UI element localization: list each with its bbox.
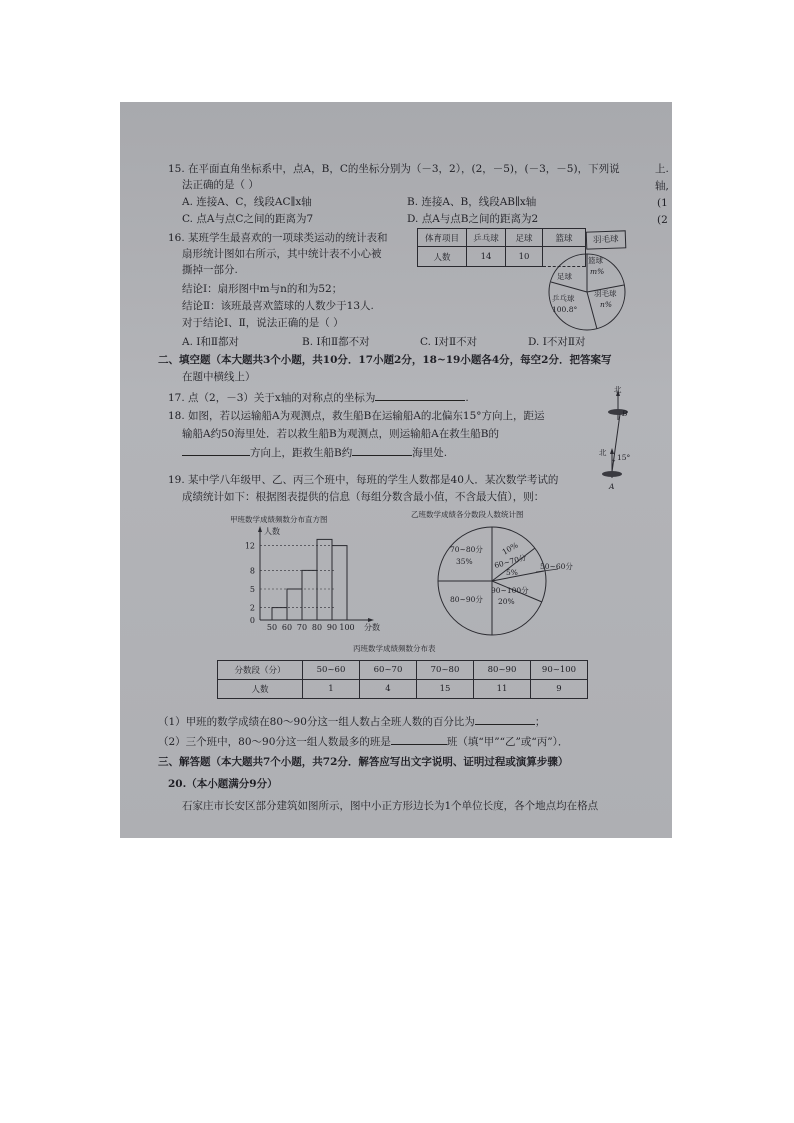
pie-title: 乙班数学成绩各分数段人数统计图 <box>411 510 524 519</box>
q18-line-3 <box>182 445 447 460</box>
q16-stem-3: 撕掉一部分. <box>182 264 238 276</box>
q19-line-2: 成绩统计如下：根据图表提供的信息（每组分数含最小值，不含最大值），则： <box>182 491 545 503</box>
pie-b-60-70: 60~70分 <box>493 552 528 571</box>
histogram-bar <box>317 539 332 620</box>
q15-option-b: B. 连接A、B，线段AB∥x轴 <box>407 196 537 208</box>
pie-badminton-label: 羽毛球 <box>594 289 617 298</box>
ship-a-icon <box>602 471 622 477</box>
y-tick-label: 2 <box>249 603 255 613</box>
q17-answer-blank[interactable] <box>375 390 465 401</box>
q18-direction-blank[interactable] <box>182 445 250 456</box>
y-axis-label: 人数 <box>264 527 280 536</box>
q19-sub-1 <box>158 714 545 729</box>
q18-line-3-tail: 海里处. <box>412 447 448 459</box>
table-c-value-2: 4 <box>360 680 417 699</box>
x-tick-label: 70 <box>296 623 308 632</box>
table-c-value-3: 15 <box>417 680 474 699</box>
pie-b-70-80: 70~80分 <box>450 545 483 554</box>
fig-label-b: B <box>622 409 628 418</box>
fig-north-2: 北 <box>599 448 607 457</box>
histogram-bar <box>272 608 287 620</box>
pie-b-90-100-pct: 20% <box>498 597 515 606</box>
fig-north-1: 北 <box>614 385 622 394</box>
class-c-table <box>217 660 588 699</box>
pie-badminton-pct: n% <box>600 300 612 309</box>
q19-sub-2-text: （2）三个班中，80～90分这一组人数最多的班是 <box>158 736 391 748</box>
histogram-bar <box>302 570 317 620</box>
q17-text <box>168 390 469 405</box>
table-c-row-label: 人数 <box>218 680 303 699</box>
q15-option-c: C. 点A与点C之间的距离为7 <box>182 213 314 225</box>
x-axis-arrow <box>368 618 374 622</box>
histogram-chart <box>220 524 390 636</box>
q18-line-1: 18. 如图，若以运输船A为观测点，救生船B在运输船A的北偏东15°方向上，距运 <box>168 410 545 422</box>
x-tick-label: 60 <box>281 623 293 632</box>
q18-line-2: 输船A约50海里处．若以救生船B为观测点，则运输船A在救生船B的 <box>182 428 499 440</box>
x-tick-label: 90 <box>326 623 338 632</box>
q17-end: . <box>465 392 469 404</box>
q17-stem: 17. 点（2，－3）关于x轴的对称点的坐标为 <box>168 392 376 404</box>
q15-option-d: D. 点A与点B之间的距离为2 <box>407 213 539 225</box>
q19-sub-2 <box>158 734 568 749</box>
q16-option-b: B. Ⅰ和Ⅱ都不对 <box>302 336 370 348</box>
pie-pingpong-label: 乒乓球 <box>552 294 575 303</box>
table-c-header-5: 90~100 <box>531 661 588 680</box>
table-c-header-1: 50~60 <box>303 661 360 680</box>
pie-b-50-60: 50~60分 <box>540 562 573 571</box>
pie-basketball-label: 篮球 <box>588 256 603 265</box>
q19-line-1: 19. 某中学八年级甲、乙、丙三个班中，每班的学生人数都是40人．某次数学考试的 <box>168 474 559 486</box>
pie-b-70-80-pct: 35% <box>456 557 473 566</box>
y-tick-label: 12 <box>244 541 255 551</box>
q20-head: 20.（本小题满分9分） <box>168 778 278 790</box>
exam-photo <box>120 102 672 838</box>
q18-line-3-mid: 方向上，距救生船B约 <box>250 447 353 459</box>
table-c-header-0: 分数段（分） <box>218 661 303 680</box>
sports-header-item: 体育项目 <box>418 229 467 247</box>
histogram-bar <box>287 589 302 620</box>
q19-sub-1-blank[interactable] <box>475 714 535 725</box>
y-tick-label: 0 <box>249 616 255 625</box>
hist-title: 甲班数学成绩频数分布直方图 <box>230 515 328 524</box>
table-c-value-1: 1 <box>303 680 360 699</box>
table-c-header-4: 80~90 <box>474 661 531 680</box>
q16-conclusion-2: 结论Ⅱ：该班最喜欢篮球的人数少于13人. <box>182 300 374 312</box>
y-axis-arrow <box>258 526 262 532</box>
edge-text-3: (1 <box>657 197 668 209</box>
sports-header-football: 足球 <box>506 229 543 247</box>
pie-b-80-90: 80~90分 <box>450 595 483 604</box>
ship-bearing-figure <box>598 384 658 494</box>
q18-distance-blank[interactable] <box>352 445 412 456</box>
q19-sub-2-blank[interactable] <box>391 734 447 745</box>
y-tick-label: 5 <box>249 585 255 594</box>
sports-value-football: 10 <box>506 247 543 267</box>
sports-header-pingpong: 乒乓球 <box>467 229 506 247</box>
q20-line-1: 石家庄市长安区部分建筑如图所示，图中小正方形边长为1个单位长度，各个地点均在格点 <box>182 800 599 812</box>
pie-b-10pct: 10% <box>500 540 520 557</box>
pie-b-60-70-pct: 5% <box>506 568 518 577</box>
pie-b-90-100: 90~100分 <box>491 586 529 595</box>
sports-row-label: 人数 <box>418 247 467 267</box>
histogram-bar <box>332 546 347 620</box>
q16-question: 对于结论Ⅰ、Ⅱ，说法正确的是（ ） <box>182 317 344 329</box>
fig-label-a: A <box>609 482 615 491</box>
edge-text-2: 轴, <box>655 180 669 192</box>
section2-title-2: 在题中横线上） <box>182 371 256 383</box>
q16-stem-2: 扇形统计图如右所示，其中统计表不小心被 <box>182 248 382 260</box>
table-c-header-2: 60~70 <box>360 661 417 680</box>
q15-option-a: A. 连接A、C，线段AC∥x轴 <box>182 196 312 208</box>
x-tick-label: 50 <box>266 623 278 632</box>
q19-sub-1-end: ； <box>534 716 546 728</box>
sports-value-pingpong: 14 <box>467 247 506 267</box>
table-c-value-4: 11 <box>474 680 531 699</box>
q16-option-d: D. Ⅰ不对Ⅱ对 <box>528 336 586 348</box>
x-axis-label: 分数 <box>364 623 380 632</box>
table-c-header-3: 70~80 <box>417 661 474 680</box>
q16-conclusion-1: 结论Ⅰ：扇形图中m与n的和为52； <box>182 283 343 295</box>
table-c-title: 丙班数学成绩频数分布表 <box>353 644 436 653</box>
q19-sub-2-end: 班（填“甲”“乙”或“丙”）． <box>446 736 569 748</box>
fig-angle: 15° <box>617 453 631 462</box>
section2-title-1: 二、填空题（本大题共3个小题，共10分．17小题2分，18~19小题各4分，每空2分．把答案写 <box>158 354 612 366</box>
pie-basketball-pct: m% <box>590 267 605 276</box>
pie-pingpong-angle: 100.8° <box>552 305 578 314</box>
q16-option-a: A. Ⅰ和Ⅱ都对 <box>182 336 240 348</box>
edge-text-1: 上. <box>655 163 669 175</box>
x-tick-label: 80 <box>311 623 323 632</box>
q19-sub-1-text: （1）甲班的数学成绩在80～90分这一组人数占全班人数的百分比为 <box>158 716 475 728</box>
table-c-value-5: 9 <box>531 680 588 699</box>
q16-stem-1: 16. 某班学生最喜欢的一项球类运动的统计表和 <box>168 232 388 244</box>
q16-option-c: C. Ⅰ对Ⅱ不对 <box>420 336 478 348</box>
x-tick-label: 100 <box>339 623 355 632</box>
y-tick-label: 8 <box>249 566 255 576</box>
edge-text-4: (2 <box>657 214 668 226</box>
section3-title: 三、解答题（本大题共7个小题，共72分．解答应写出文字说明、证明过程或演算步骤） <box>158 756 569 768</box>
sports-header-badminton: 羽毛球 <box>586 230 626 249</box>
sports-header-basketball: 篮球 <box>543 229 586 247</box>
q15-stem-2: 法正确的是（ ） <box>182 179 259 191</box>
q15-stem-1: 15. 在平面直角坐标系中，点A，B，C的坐标分别为（－3，2），(2，－5)，(－3，－5)，下列说 <box>168 163 620 175</box>
pie-football-label: 足球 <box>557 272 572 281</box>
